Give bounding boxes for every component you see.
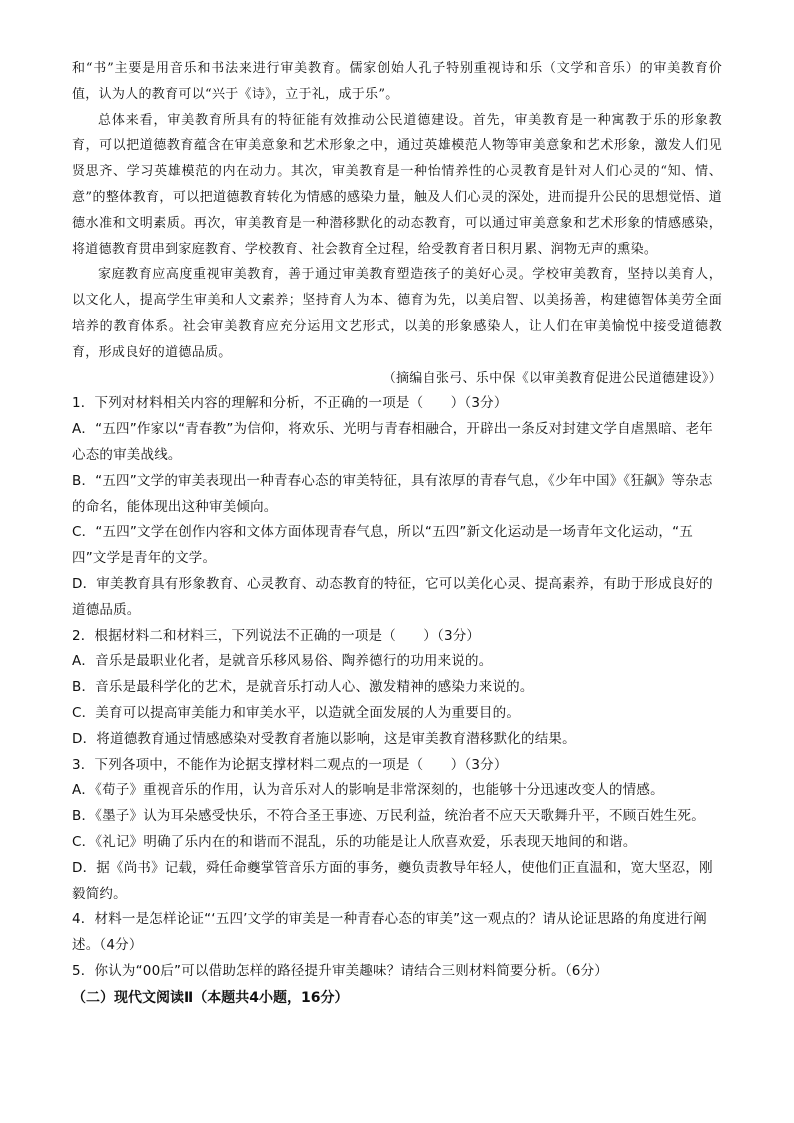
question-2 (72, 624, 722, 753)
question-1-option-d: D．审美教育具有形象教育、心灵教育、动态教育的特征，它可以美化心灵、提高素养，有助于形成良好的道德品质。 (72, 575, 713, 618)
question-2-stem: 2．根据材料二和材料三，下列说法不正确的一项是（ ）（3分） (72, 627, 481, 644)
question-1 (72, 391, 722, 623)
question-2-option-c: C．美育可以提高审美能力和审美水平，以造就全面发展的人为重要目的。 (72, 704, 521, 721)
page-content (72, 56, 722, 1011)
passage-paragraph-1: 和“书”主要是用音乐和书法来进行审美教育。儒家创始人孔子特别重视诗和乐（文学和音乐）的审美教育价值，认为人的教育可以“兴于《诗》，立于礼，成于乐”。 (72, 61, 722, 102)
question-1-option-c: C．“五四”文学在创作内容和文体方面体现青春气息，所以“五四”新文化运动是一场青年文化运动，“五四”文学是青年的文学。 (72, 524, 693, 567)
passage-paragraph-3: 家庭教育应高度重视审美教育，善于通过审美教育塑造孩子的美好心灵。学校审美教育，坚持以美育人，以文化人，提高学生审美和人文素养；坚持育人为本、德育为先，以美启智、以美扬善，构建德智体美劳全面培养的教育体系。社会审美教育应充分运用文艺形式，以美的形象感染人，让人们在审美愉悦中接受道德教育，形成良好的道德品质。 (72, 267, 722, 360)
question-2-option-a: A．音乐是最职业化者，是就音乐移风易俗、陶养德行的功用来说的。 (72, 653, 493, 670)
question-2-option-b: B．音乐是最科学化的艺术，是就音乐打动人心、激发精神的感染力来说的。 (72, 679, 534, 696)
passage-paragraph-2: 总体来看，审美教育所具有的特征能有效推动公民道德建设。首先，审美教育是一种寓教于乐的形象教育，可以把道德教育蕴含在审美意象和艺术形象之中，通过英雄模范人物等审美意象和艺术形象，激发人们见贤思齐、学习英雄模范的内在动力。其次，审美教育是一种怡情养性的心灵教育是针对人们心灵的“知、情、意”的整体教育，可以把道德教育转化为情感的感染力量，触及人们心灵的深处，进而提升公民的思想觉悟、道德水准和文明素质。再次，审美教育是一种潜移默化的动态教育，可以通过审美意象和艺术形象的情感感染，将道德教育贯串到家庭教育、学校教育、社会教育全过程，给受教育者日积月累、润物无声的熏染。 (72, 112, 722, 257)
question-3-stem: 3．下列各项中，不能作为论据支撑材料二观点的一项是（ ）（3分） (72, 756, 508, 773)
question-3-option-b: B．《墨子》认为耳朵感受快乐，不符合圣王事迹、万民利益，统治者不应天天歌舞升平，不顾百姓生死。 (72, 808, 705, 825)
question-5-stem: 5．你认为“00后”可以借助怎样的路径提升审美趣味？请结合三则材料简要分析。（6分） (72, 962, 608, 979)
question-1-option-a: A．“五四”作家以“青春教”为信仰，将欢乐、光明与青春相融合，开辟出一条反对封建文学自虐黑暗、老年心态的审美战线。 (72, 421, 714, 463)
question-4-stem: 4．材料一是怎样论证“‘五四’文学的审美是一种青春心态的审美”这一观点的？请从论证思路的角度进行阐述。（4分） (72, 911, 707, 954)
question-1-stem: 1．下列对材料相关内容的理解和分析，不正确的一项是（ ）（3分） (72, 395, 508, 412)
question-3-option-c: C．《礼记》明确了乐内在的和谐而不混乱，乐的功能是让人欣喜欢爱，乐表现天地间的和谐。 (72, 833, 637, 850)
question-3-option-d: D．据《尚书》记载，舜任命夔掌管音乐方面的事务，夔负责教导年轻人，使他们正直温和，宽大坚忍，刚毅简约。 (72, 859, 713, 902)
question-3-option-a: A．《荀子》重视音乐的作用，认为音乐对人的影响是非常深刻的，也能够十分迅速改变人的情感。 (72, 782, 664, 799)
question-1-option-b: B．“五四”文学的审美表现出一种青春心态的审美特征，具有浓厚的青春气息，《少年中国》《狂飙》等杂志的命名，能体现出这种审美倾向。 (72, 472, 713, 515)
question-3 (72, 753, 722, 908)
question-2-option-d: D．将道德教育通过情感感染对受教育者施以影响，这是审美教育潜移默化的结果。 (72, 730, 576, 747)
section-heading: （二）现代文阅读Ⅱ（本题共4小题，16分） (72, 989, 349, 1006)
passage-source: （摘编自张弓、乐中保《以审美教育促进公民道德建设》） (382, 370, 722, 386)
